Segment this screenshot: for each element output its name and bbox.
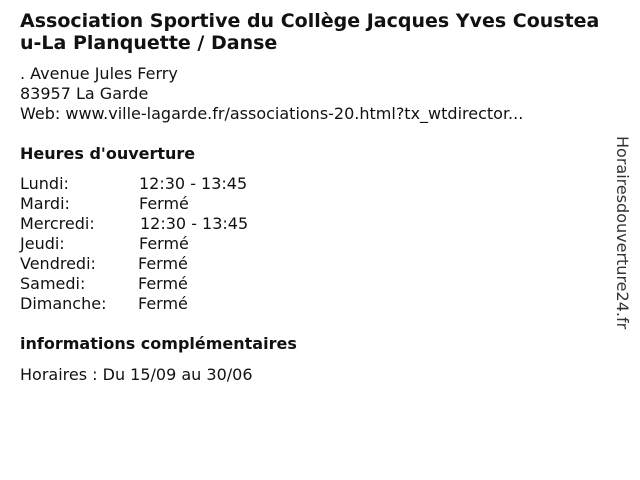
hours-value: Fermé (138, 274, 188, 293)
site-watermark: Horairesdouverture24.fr (613, 136, 632, 330)
hours-value: Fermé (139, 234, 189, 253)
hours-value: Fermé (139, 194, 189, 213)
hours-value: Fermé (138, 294, 188, 313)
web-link[interactable]: Web: www.ville-lagarde.fr/associations-20.html?tx_wtdirector... (20, 104, 524, 123)
day-label: Mardi: (20, 194, 70, 213)
day-label: Jeudi: (20, 234, 65, 253)
hours-heading: Heures d'ouverture (20, 144, 196, 163)
info-heading: informations complémentaires (20, 334, 297, 353)
hours-value: 12:30 - 13:45 (140, 214, 249, 233)
day-label: Mercredi: (20, 214, 95, 233)
city-address: 83957 La Garde (20, 84, 149, 103)
hours-value: Fermé (138, 254, 188, 273)
day-label: Samedi: (20, 274, 86, 293)
day-label: Lundi: (20, 174, 69, 193)
day-label: Vendredi: (20, 254, 96, 273)
day-label: Dimanche: (20, 294, 107, 313)
street-address: . Avenue Jules Ferry (20, 64, 178, 83)
address-block (20, 64, 523, 124)
hours-value: 12:30 - 13:45 (139, 174, 248, 193)
page-title: Association Sportive du Collège Jacques Yves Cousteau-La Planquette / Danse (20, 10, 600, 54)
info-text: Horaires : Du 15/09 au 30/06 (20, 365, 253, 384)
